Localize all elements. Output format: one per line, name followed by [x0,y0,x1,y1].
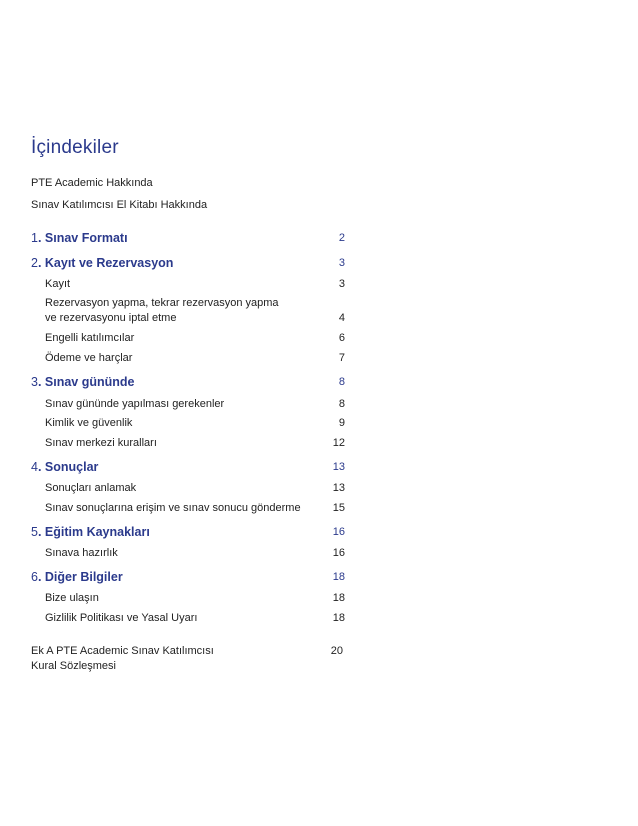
toc-label-line-2: Kural Sözleşmesi [31,660,116,672]
page-number: 18 [332,612,345,624]
section-title: . Eğitim Kaynakları [37,525,150,539]
toc-label: Sınav merkezi kuralları [45,437,157,449]
toc-section-5[interactable] [31,525,345,540]
page-number: 3 [338,278,345,290]
toc-label-multiline [45,296,279,326]
toc-item[interactable] [45,397,345,412]
toc-appendix-a[interactable] [31,644,345,674]
toc-label: Engelli katılımcılar [45,332,135,344]
toc-label: PTE Academic Hakkında [31,177,153,189]
page-number: 18 [332,592,345,604]
page-number: 16 [332,547,345,559]
section-number: 6 [31,570,38,584]
section-title: . Kayıt ve Rezervasyon [37,256,174,270]
section-title: . Sınav Formatı [37,231,128,245]
toc-label: Ödeme ve harçlar [45,352,133,364]
toc-item[interactable] [45,351,345,366]
page-number: 8 [338,376,345,388]
page-number: 9 [338,417,345,429]
page-number: 15 [332,502,345,514]
section-number: 3 [31,375,38,389]
page-number: 6 [338,332,345,344]
page-number: 16 [332,526,345,538]
toc-label: Bize ulaşın [45,592,99,604]
toc-item[interactable] [45,416,345,431]
toc-section-6[interactable] [31,570,345,585]
toc-item[interactable] [45,546,345,561]
section-number: 1 [31,231,38,245]
toc-intro-about[interactable] [31,176,345,191]
page-number: 2 [338,232,345,244]
toc-label: Sınav gününde yapılması gerekenler [45,398,225,410]
toc-label: Sınava hazırlık [45,547,118,559]
toc-item[interactable] [45,611,345,626]
toc-section-1[interactable] [31,231,345,246]
section-number: 2 [31,256,38,270]
page-number: 12 [332,437,345,449]
page-number: 13 [332,461,345,473]
toc-label-line-2: ve rezervasyonu iptal etme [45,312,177,324]
toc-item[interactable] [45,501,345,516]
toc-section-2[interactable] [31,256,345,271]
page-number: 3 [338,257,345,269]
section-number: 5 [31,525,38,539]
toc-label: Gizlilik Politikası ve Yasal Uyarı [45,612,198,624]
page-number: 13 [332,482,345,494]
toc-label: Kimlik ve güvenlik [45,417,133,429]
toc-label-multiline [31,644,214,674]
toc-intro-handbook[interactable] [31,198,345,213]
page-number: 7 [338,352,345,364]
toc-section-4[interactable] [31,460,345,475]
toc-label-line-1: Rezervasyon yapma, tekrar rezervasyon yapma [45,297,279,309]
toc-label: Kayıt [45,278,71,290]
section-title: . Sınav gününde [37,375,135,389]
page-number: 18 [332,571,345,583]
page-number: 4 [338,312,345,324]
section-number: 4 [31,460,38,474]
section-title: . Diğer Bilgiler [37,570,123,584]
toc-label: Sonuçları anlamak [45,482,137,494]
page-number: 20 [330,645,343,657]
toc-label: Sınav Katılımcısı El Kitabı Hakkında [31,199,208,211]
toc-section-3[interactable] [31,375,345,390]
toc-item[interactable] [45,296,345,326]
toc-label: Sınav sonuçlarına erişim ve sınav sonucu gönderme [45,502,301,514]
page-number: 8 [338,398,345,410]
toc-item[interactable] [45,436,345,451]
toc-label-line-1: Ek A PTE Academic Sınav Katılımcısı [31,645,214,657]
toc-item[interactable] [45,591,345,606]
toc-item[interactable] [45,331,345,346]
page-title: İçindekiler [31,137,119,158]
toc-item[interactable] [45,277,345,292]
section-title: . Sonuçlar [37,460,99,474]
toc-item[interactable] [45,481,345,496]
